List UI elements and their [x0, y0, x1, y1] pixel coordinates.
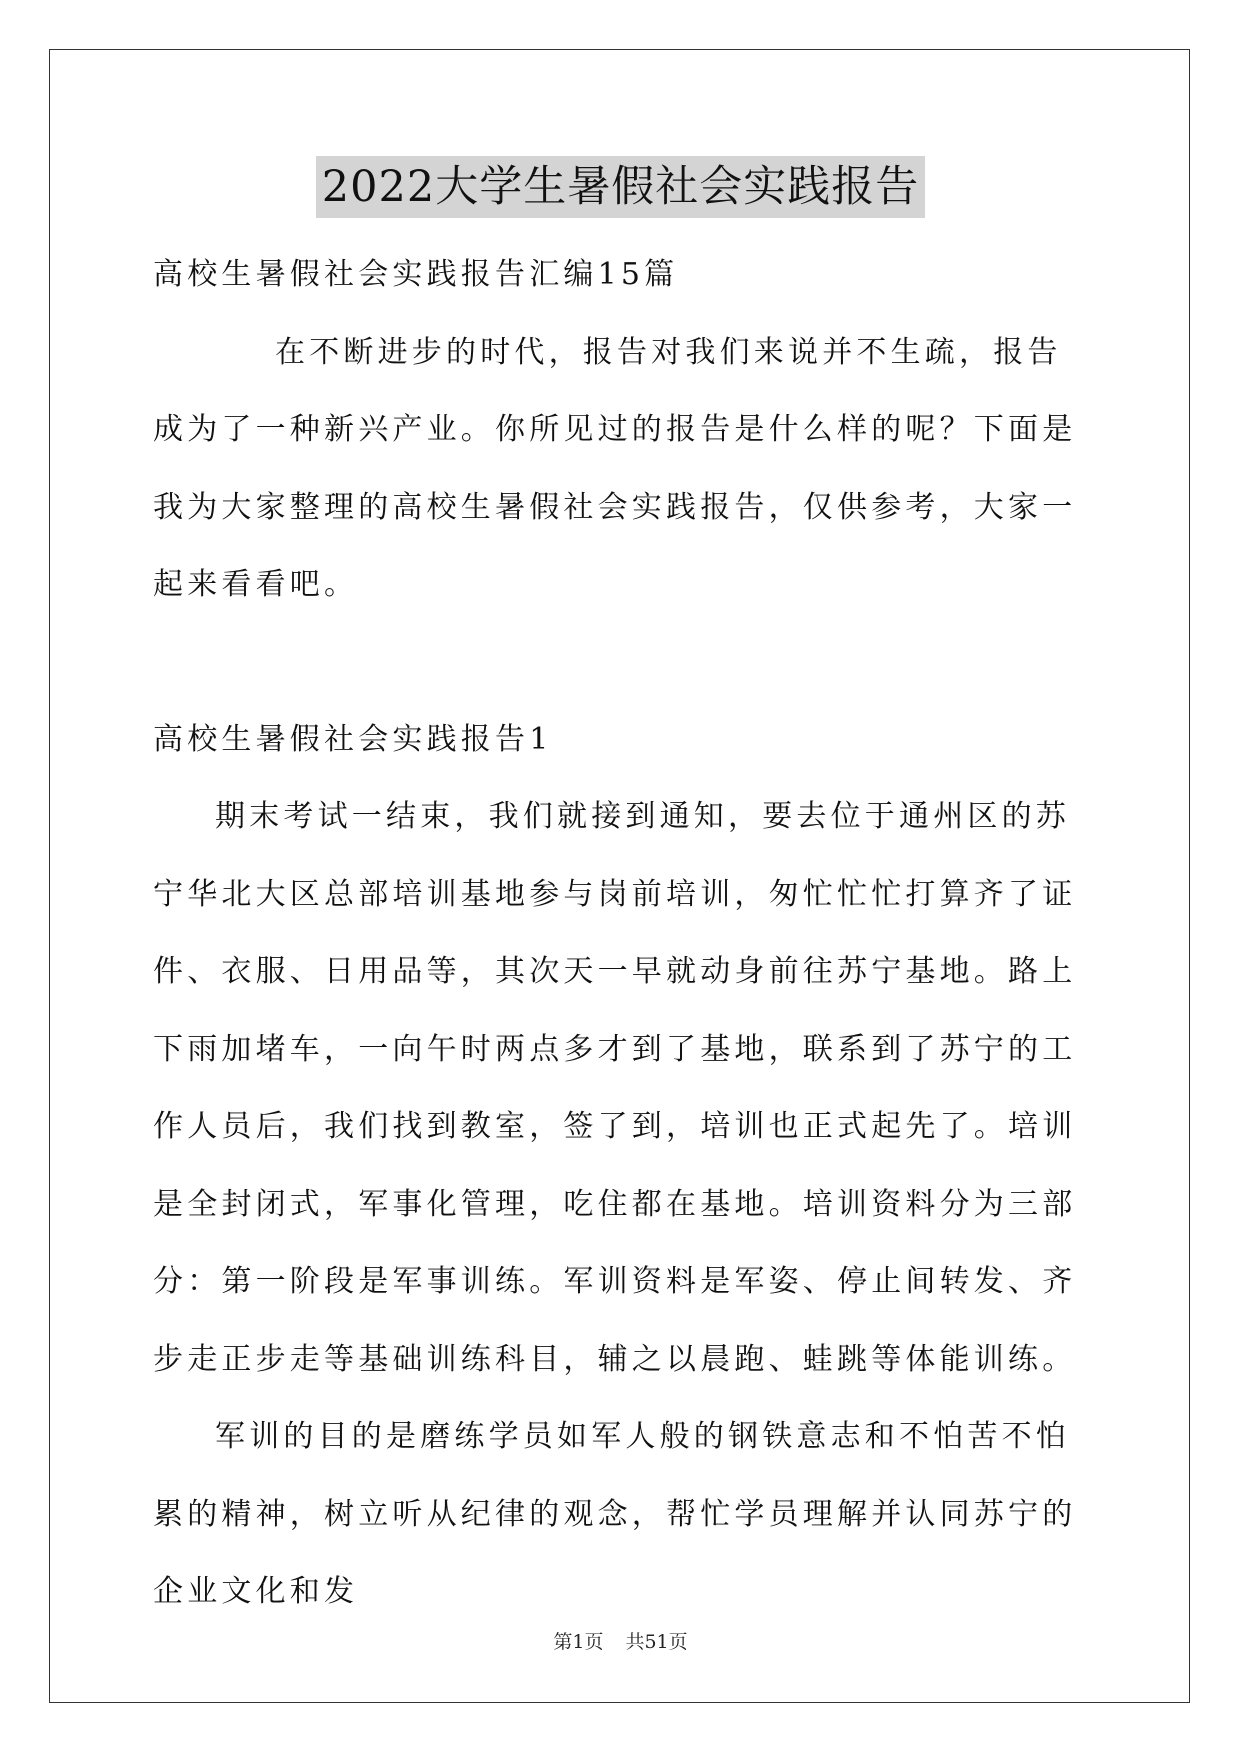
body-paragraph-2: 军训的目的是磨练学员如军人般的钢铁意志和不怕苦不怕累的精神，树立听从纪律的观念，帮忙学员理解并认同苏宁的企业文化和发	[153, 1419, 1077, 1609]
document-subtitle: 高校生暑假社会实践报告汇编15篇	[153, 257, 679, 292]
body-paragraph-1: 期末考试一结束，我们就接到通知，要去位于通州区的苏宁华北大区总部培训基地参与岗前培训，匆忙忙忙打算齐了证件、衣服、日用品等，其次天一早就动身前往苏宁基地。路上下雨加堵车，一向午时两点多才到了基地，联系到了苏宁的工作人员后，我们找到教室，签了到，培训也正式起先了。培训是全封闭式，军事化管理，吃住都在基地。培训资料分为三部分：第一阶段是军事训练。军训资料是军姿、停止间转发、齐步走正步走等基础训练科目，辅之以晨跑、蛙跳等体能训练。	[153, 799, 1077, 1377]
page-footer	[0, 1628, 1241, 1656]
page-total: 共51页	[625, 1631, 688, 1653]
document-title: 2022大学生暑假社会实践报告	[316, 156, 925, 218]
document-body	[153, 236, 1093, 1631]
intro-paragraph: 在不断进步的时代，报告对我们来说并不生疏，报告成为了一种新兴产业。你所见过的报告是什么样的呢？下面是我为大家整理的高校生暑假社会实践报告，仅供参考，大家一起来看看吧。	[153, 334, 1077, 602]
section-spacer	[153, 624, 1093, 701]
section-heading: 高校生暑假社会实践报告1	[153, 721, 553, 757]
page-number: 第1页	[553, 1631, 604, 1653]
title-block	[0, 156, 1241, 218]
